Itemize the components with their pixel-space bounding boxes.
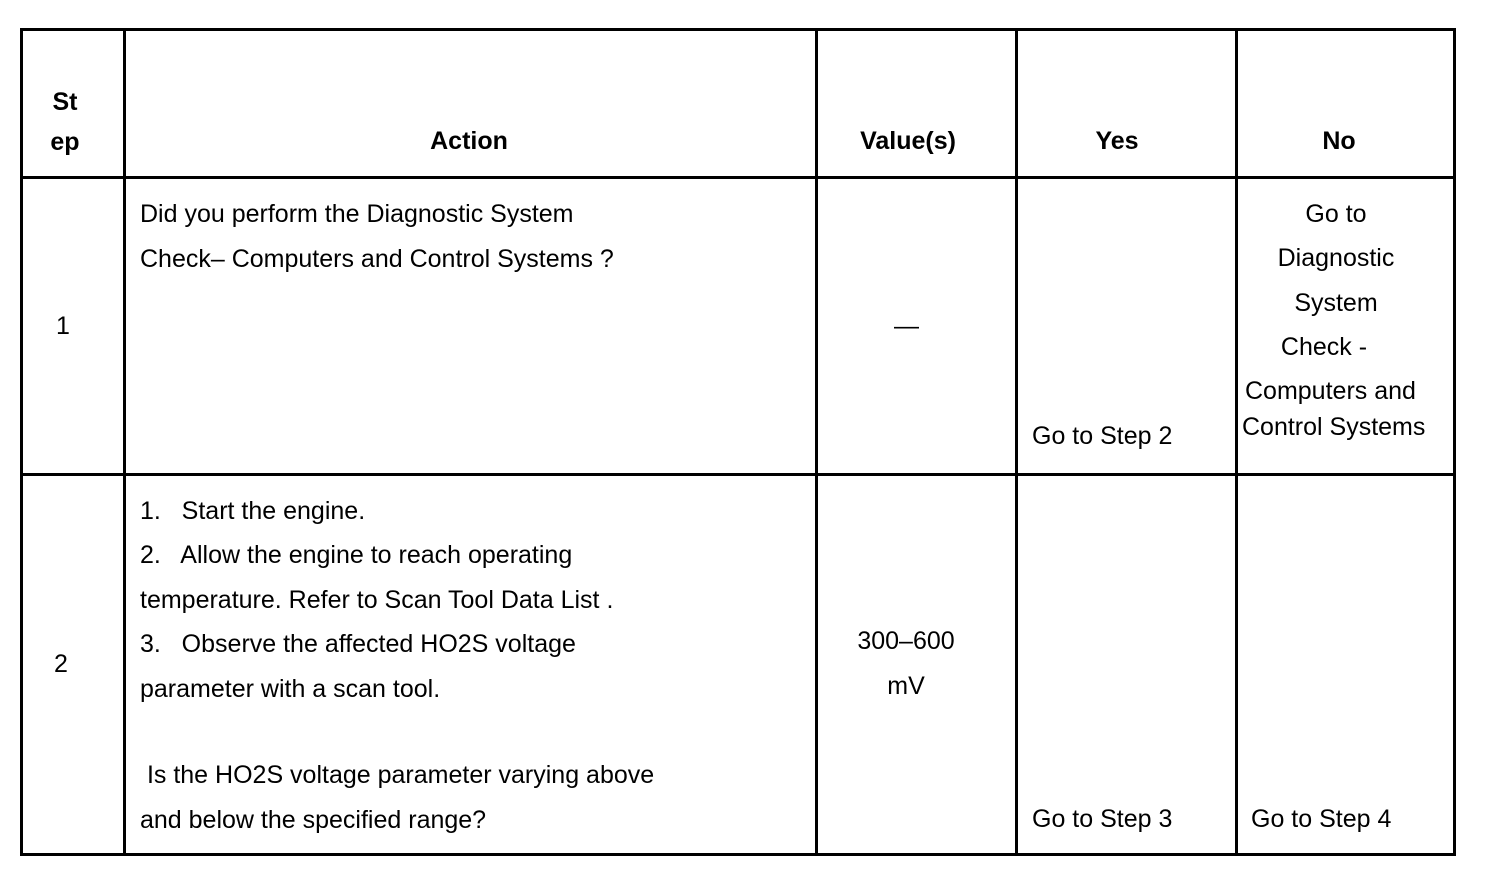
row2-step: 2: [54, 650, 68, 678]
row1-no-line: System: [1294, 289, 1378, 317]
row2-value-line: 300–600: [857, 627, 955, 655]
row2-action-line: Is the HO2S voltage parameter varying above: [140, 761, 655, 789]
header-values: Value(s): [860, 127, 956, 155]
row1-no-line: Diagnostic: [1277, 244, 1395, 272]
row1-action-line: Check– Computers and Control Systems ?: [140, 245, 614, 273]
row-divider: [23, 176, 1453, 179]
row1-no-line: Go to: [1305, 200, 1367, 228]
row2-no: Go to Step 4: [1251, 805, 1392, 833]
row1-step: 1: [56, 312, 70, 340]
row2-action-line: parameter with a scan tool.: [140, 675, 441, 703]
row2-action-line: 2. Allow the engine to reach operating: [140, 541, 573, 569]
row2-action-line: temperature. Refer to Scan Tool Data List .: [140, 586, 614, 614]
header-step-line2: ep: [50, 128, 80, 156]
header-no: No: [1322, 127, 1356, 155]
row1-no-line: Control Systems: [1242, 413, 1426, 441]
row2-yes: Go to Step 3: [1032, 805, 1173, 833]
header-step: [22, 82, 108, 162]
header-step-line1: St: [52, 88, 78, 116]
header-yes: Yes: [1095, 127, 1139, 155]
row1-no-line: Computers and: [1245, 377, 1416, 405]
row1-yes: Go to Step 2: [1032, 422, 1173, 450]
row1-no-line: Check -: [1280, 333, 1368, 361]
row2-value-line: mV: [887, 672, 925, 700]
row2-action-line: 1. Start the engine.: [140, 497, 366, 525]
row2-action-line: and below the specified range?: [140, 806, 487, 834]
row-divider: [23, 473, 1453, 476]
row1-value: —: [894, 312, 919, 340]
row2-action-line: 3. Observe the affected HO2S voltage: [140, 630, 576, 658]
header-action: Action: [430, 127, 508, 155]
row1-action-line: Did you perform the Diagnostic System: [140, 200, 574, 228]
